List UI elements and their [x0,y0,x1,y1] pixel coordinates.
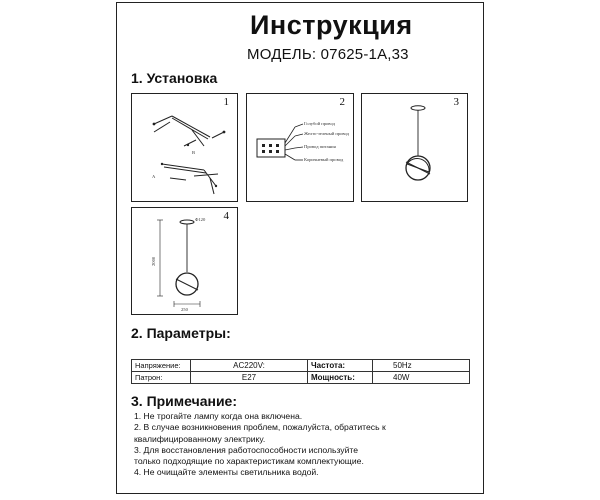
note-line: 2. В случае возникновения проблем, пожалуйста, обратитесь к [134,422,386,433]
figure-number: 1 [223,96,229,108]
figure-1-mounting [131,93,238,202]
note-line: только подходящие по характеристикам комплектующие. [134,456,364,467]
section-heading-params: 2. Параметры: [131,325,231,341]
param-value-power: 40W [373,372,470,384]
figure-4-dimensions [131,207,238,315]
figure-number: 4 [223,210,229,222]
wire-label-power: Провод питания [304,144,336,149]
table-row [132,372,470,384]
param-label-socket: Патрон: [132,372,191,384]
param-label-frequency: Частота: [308,360,373,372]
note-line: 1. Не трогайте лампу когда она включена. [134,411,303,421]
param-value-frequency: 50Hz [373,360,470,372]
dimension-height: 2000 [151,256,156,266]
parameters-table [131,359,470,384]
figure-label-a: A [152,174,156,179]
dimension-top: Φ120 [195,217,206,222]
param-label-voltage: Напряжение: [132,360,191,372]
terminal-block-drawing [247,94,355,203]
figure-number: 3 [453,96,459,108]
wire-label-ground: Желто-зеленый провод [304,131,350,136]
wire-label-brown: Коричневый провод [304,157,344,162]
dimension-width: 250 [181,307,188,312]
section-heading-notes: 3. Примечание: [131,393,238,409]
param-value-socket: E27 [191,372,308,384]
note-line: 3. Для восстановления работоспособности используйте [134,444,359,455]
mounting-bracket-drawing [132,94,239,203]
figure-3-pendant [361,93,468,202]
wire-label-blue: Голубой провод [304,121,335,126]
page-title: Инструкция [250,10,413,40]
dimension-drawing [132,208,239,316]
param-label-power: Мощность: [308,372,373,384]
notes-list [134,411,386,479]
figure-2-wiring [246,93,354,202]
model-number: МОДЕЛЬ: 07625-1A,33 [247,46,409,63]
table-row [132,360,470,372]
figure-label-b: B [192,150,196,155]
param-value-voltage: AC220V: [191,360,308,372]
note-line: квалифицированному электрику. [134,433,266,444]
section-heading-install: 1. Установка [131,70,218,86]
note-line: 4. Не очищайте элементы светильника водой. [134,467,319,478]
pendant-lamp-drawing [362,94,469,203]
figure-number: 2 [339,96,345,108]
